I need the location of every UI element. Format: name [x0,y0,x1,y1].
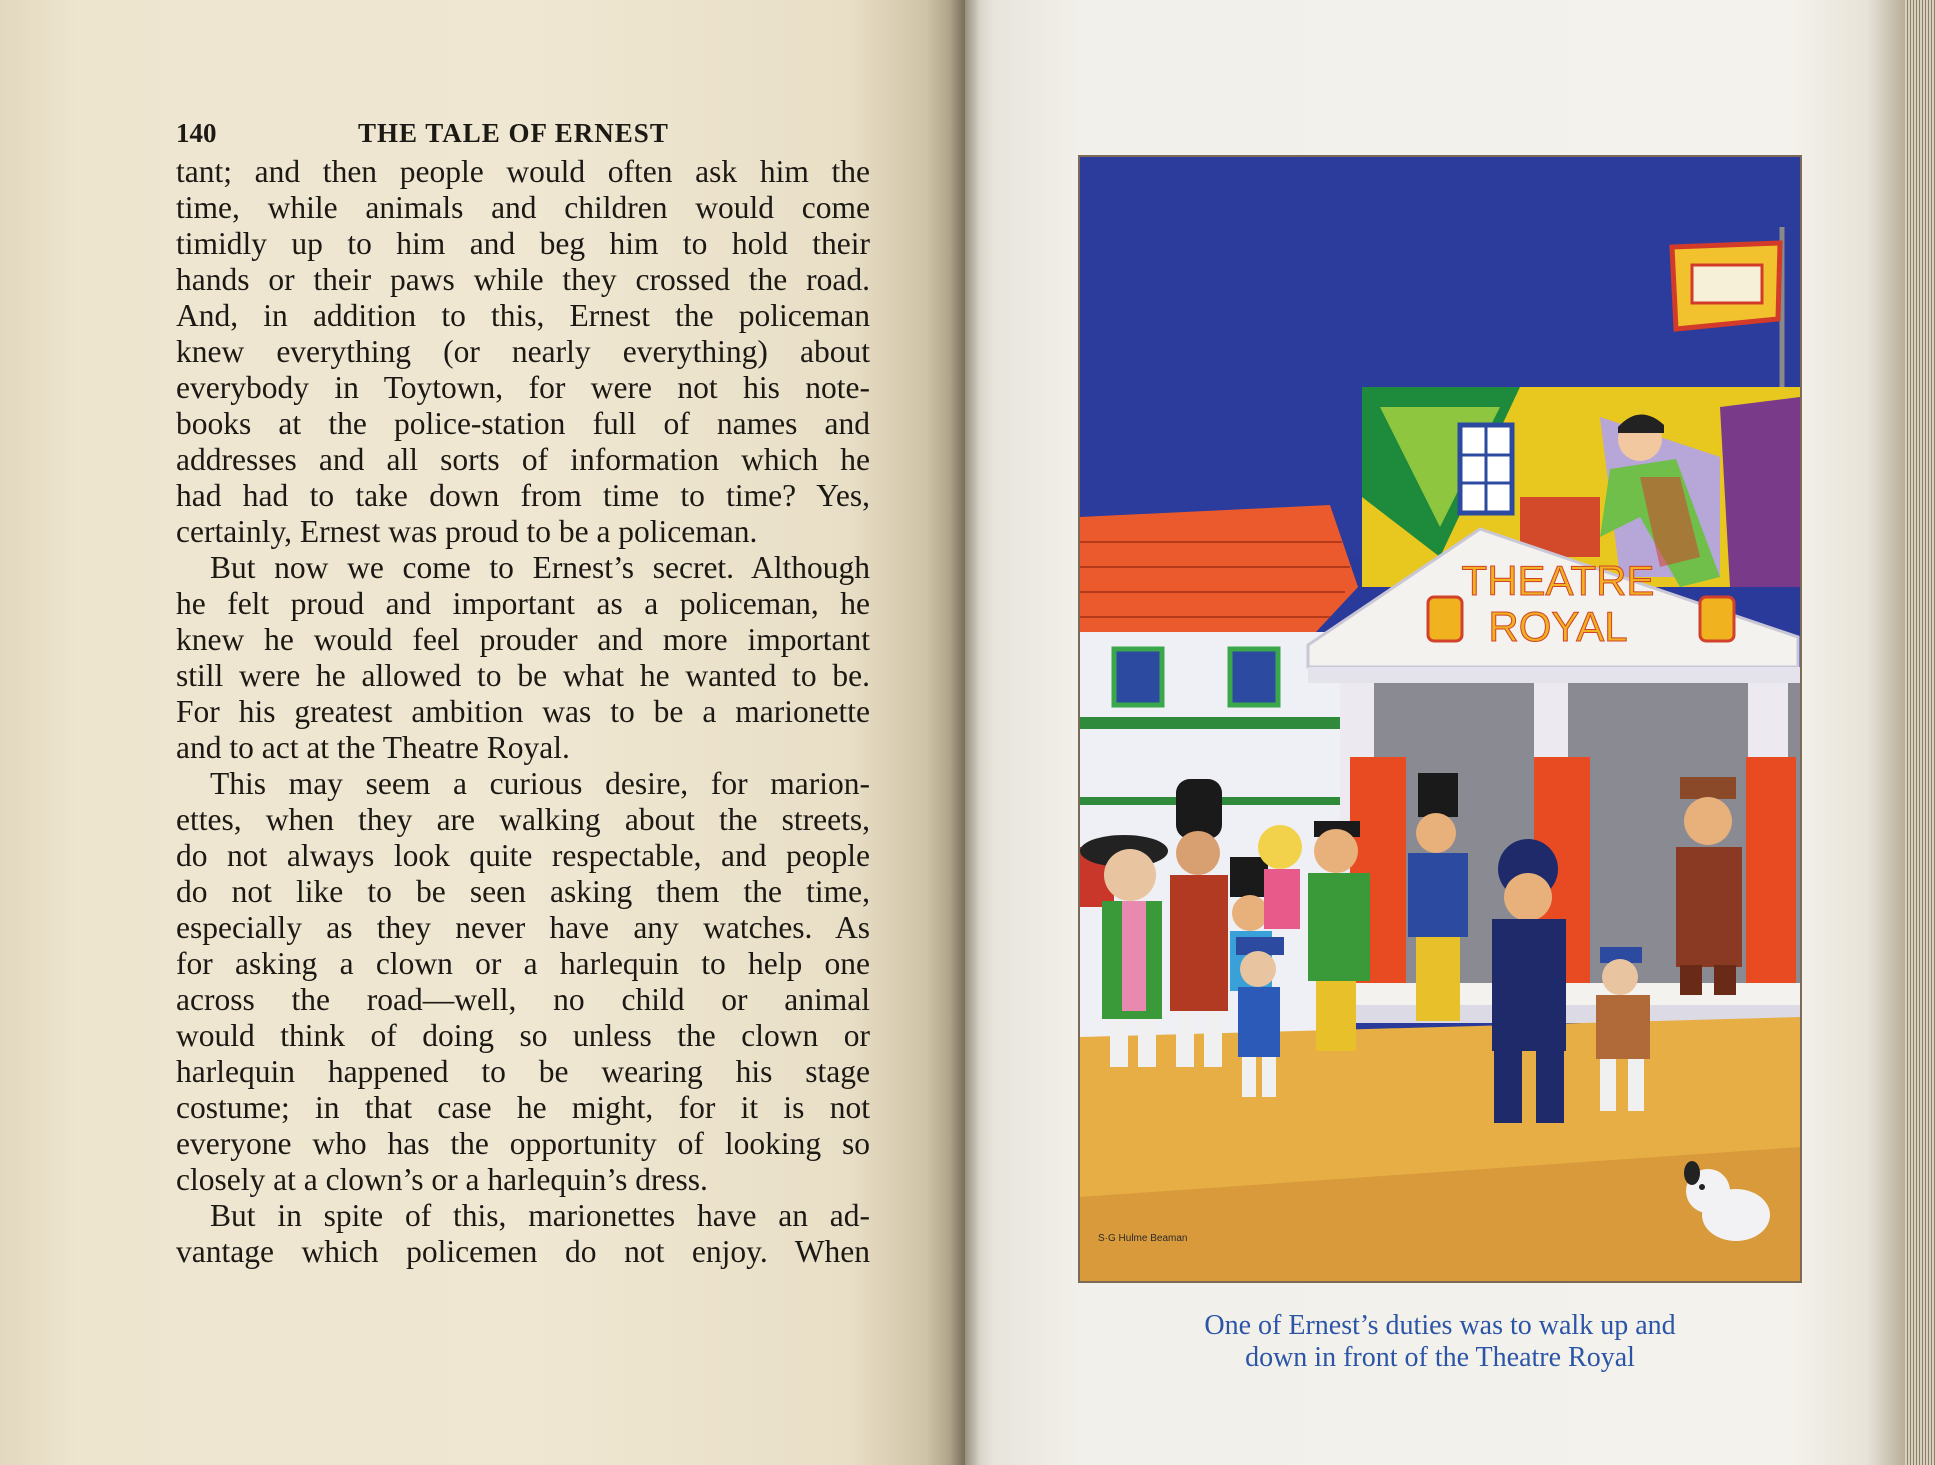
body-text [176,154,870,1270]
theatre-sign-line-1: THEATRE [1461,557,1655,604]
text-line: especially as they never have any watches. As [176,910,870,945]
text-line: he felt proud and important as a policeman, he [176,586,870,621]
left-page [0,0,965,1465]
text-line: ettes, when they are walking about the streets, [176,802,870,837]
text-line: do not like to be seen asking them the time, [176,874,870,909]
text-line: for asking a clown or a harlequin to help one [176,946,870,981]
text-line: still were he allowed to be what he wanted to be. [176,658,870,693]
text-line: time, while animals and children would come [176,190,870,225]
text-line: everyone who has the opportunity of looking so [176,1126,870,1161]
book-gutter [950,0,980,1465]
text-line: hands or their paws while they crossed the road. [176,262,870,297]
text-line: But in spite of this, marionettes have an ad- [210,1198,870,1233]
text-line: across the road—well, no child or animal [176,982,870,1017]
text-line: knew everything (or nearly everything) about [176,334,870,369]
text-line: vantage which policemen do not enjoy. When [176,1234,870,1269]
roof [1080,505,1358,632]
page-edges [1905,0,1935,1465]
text-line: certainly, Ernest was proud to be a policeman. [176,514,758,549]
text-line: knew he would feel prouder and more important [176,622,870,657]
text-line: closely at a clown’s or a harlequin’s dress. [176,1162,708,1197]
text-line: do not always look quite respectable, and people [176,838,870,873]
right-page [965,0,1935,1465]
text-line: everybody in Toytown, for were not his note- [176,370,870,405]
caption-line: down in front of the Theatre Royal [1245,1342,1635,1373]
text-line: costume; in that case he might, for it is not [176,1090,870,1125]
running-title: THE TALE OF ERNEST [358,118,669,148]
text-line: addresses and all sorts of information which he [176,442,870,477]
plate-caption [1025,1310,1855,1374]
text-line: had had to take down from time to time? Yes, [176,478,870,513]
text-line: and to act at the Theatre Royal. [176,730,570,765]
artist-signature: S·G Hulme Beaman [1098,1233,1188,1244]
theatre-mask-left [1428,597,1462,641]
text-line: would think of doing so unless the clown or [176,1018,870,1053]
running-head [176,118,876,152]
theatre-sign-line-2: ROYAL [1488,603,1628,650]
text-line: tant; and then people would often ask him the [176,154,870,189]
color-plate-illustration [1078,155,1802,1283]
caption-line: One of Ernest’s duties was to walk up and [1204,1310,1676,1341]
text-line: For his greatest ambition was to be a marionette [176,694,870,729]
text-line: This may seem a curious desire, for marion- [210,766,870,801]
text-line: timidly up to him and beg him to hold their [176,226,870,261]
text-line: And, in addition to this, Ernest the policeman [176,298,870,333]
text-line: harlequin happened to be wearing his stage [176,1054,870,1089]
text-line: But now we come to Ernest’s secret. Although [210,550,870,585]
text-line: books at the police-station full of names and [176,406,870,441]
page-number: 140 [176,118,217,148]
theatre-mask-right [1700,597,1734,641]
